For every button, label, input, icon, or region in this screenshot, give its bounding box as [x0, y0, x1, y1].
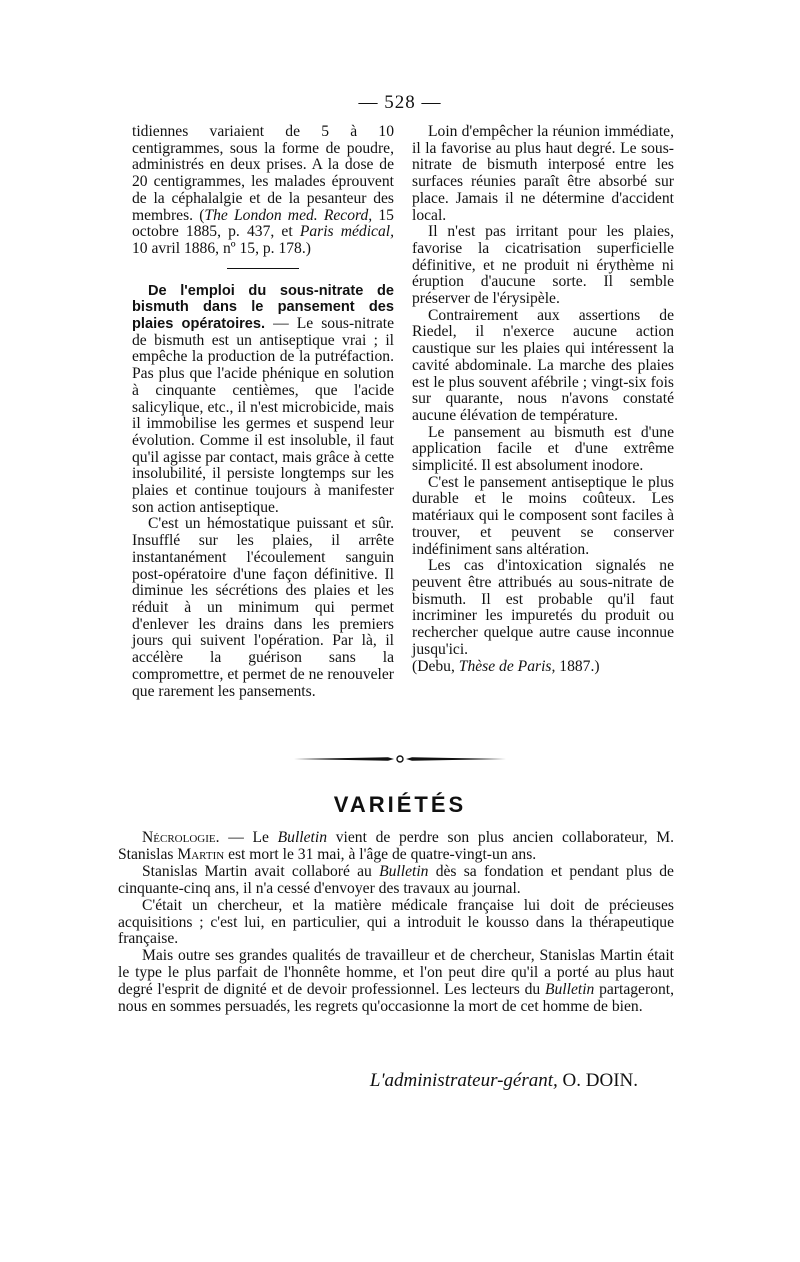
right-paragraph-2: Il n'est pas irritant pour les plaies, favorise la cicatrisation superficielle définitive, et ne produit ni érythème ni éruption d'aucune sorte. Il semble préserver de l'érysipèle. [412, 223, 674, 308]
right-paragraph-5: C'est le pansement antiseptique le plus durable et le moins coûteux. Les matériaux qui le composent sont faciles à trouver, et peuvent se conserver indéfiniment sans altération. [412, 473, 674, 558]
signature-name: O. DOIN. [557, 1070, 638, 1091]
citation: (Debu, Thèse de Paris, 1887.) [412, 657, 600, 675]
necrologie-paragraph-1: Nécrologie. — Le Bulletin vient de perdre son plus ancien collaborateur, M. Stanislas Martin est mort le 31 mai, à l'âge de quatre-vingt-un ans. [118, 829, 674, 863]
necrologie-paragraph-2: Stanislas Martin avait collaboré au Bulletin dès sa fondation et pendant plus de cinquante-cinq ans, il n'a cessé d'envoyer des travaux au journal. [118, 862, 674, 897]
left-column [132, 124, 394, 700]
varietes-heading: VARIÉTÉS [333, 792, 467, 817]
varietes-body [118, 830, 674, 1016]
necrologie-label: Nécrologie. [142, 829, 220, 846]
left-paragraph-2: De l'emploi du sous-nitrate de bismuth dans le pansement des plaies opératoires. — Le sous-nitrate de bismuth est un antiseptique vrai ; il empêche la production de la putréfaction. Pas plus que l'acide phénique en solution à cinquante centièmes, que l'acide salicylique, etc., il n'est microbicide, mais il immobilise les germes et suspend leur évolution. Comme il est insoluble, il faut qu'il agisse par contact, mais grâce à cette insolubilité, il persiste longtemps sur les plaies et continue toujours à manifester son action antiseptique. [132, 282, 394, 516]
right-paragraph-1: Loin d'empêcher la réunion immédiate, il la favorise au plus haut degré. Le sous-nitrate de bismuth interposé entre les surfaces réunies paraît être absorbé sur place. Jamais il ne détermine d'accident local. [412, 123, 674, 224]
ornamental-divider [292, 755, 508, 763]
right-paragraph-6: Les cas d'intoxication signalés ne peuvent être attribués au sous-nitrate de bismuth. Il est probable qu'il faut incriminer les impuretés du produit ou rechercher quelque autre cause inconnue jusqu'ici. [412, 557, 674, 658]
section-heading: De l'emploi du sous-nitrate de bismuth dans le pansement des plaies opératoires. [132, 282, 394, 333]
page-number: — 528 — [358, 92, 442, 113]
right-paragraph-3: Contrairement aux assertions de Riedel, il n'exerce aucune action caustique sur les plaies qui intéressent la cavité abdominale. La marche des plaies est le plus souvent afébrile ; vingt-six fois sur quarante, nous n'avons constaté aucune élévation de température. [412, 306, 674, 424]
right-column [412, 124, 674, 675]
section-rule [227, 268, 299, 269]
left-paragraph-3: C'est un hémostatique puissant et sûr. Insufflé sur les plaies, il arrête instantanément l'écoulement sanguin post-opératoire d'une façon définitive. Il diminue les sécrétions des plaies et les réduit à un minimum qui permet d'enlever les drains dans les premiers jours qui suivent l'opération. Par là, il accélère la guérison sans la compromettre, et permet de ne renouveler que rarement les pansements. [132, 515, 394, 700]
necrologie-paragraph-3: C'était un chercheur, et la matière médicale française lui doit de précieuses acquisitions ; c'est lui, en particulier, qui a introduit le kousso dans la thérapeutique française. [118, 896, 674, 948]
signature-role: L'administrateur-gérant, [369, 1070, 558, 1091]
left-paragraph-1: tidiennes variaient de 5 à 10 centigrammes, sous la forme de poudre, administrés en deux prises. A la dose de 20 centigrammes, les malades éprouvent de la céphalalgie et de la pesanteur des membres. (The London med. Record, 15 octobre 1885, p. 437, et Paris médical, 10 avril 1886, nº 15, p. 178.) [132, 123, 395, 257]
signature [0, 1070, 638, 1092]
necrologie-paragraph-4: Mais outre ses grandes qualités de travailleur et de chercheur, Stanislas Martin était le type le plus parfait de l'honnête homme, et l'on peut dire qu'il a porté au plus haut degré l'esprit de dignité et de devoir professionnel. Les lecteurs du Bulletin partageront, nous en sommes persuadés, les regrets qu'occasionne la mort de cet homme de bien. [118, 947, 674, 1016]
right-paragraph-4: Le pansement au bismuth est d'une application facile et d'une extrême simplicité. Il est absolument inodore. [412, 423, 674, 475]
